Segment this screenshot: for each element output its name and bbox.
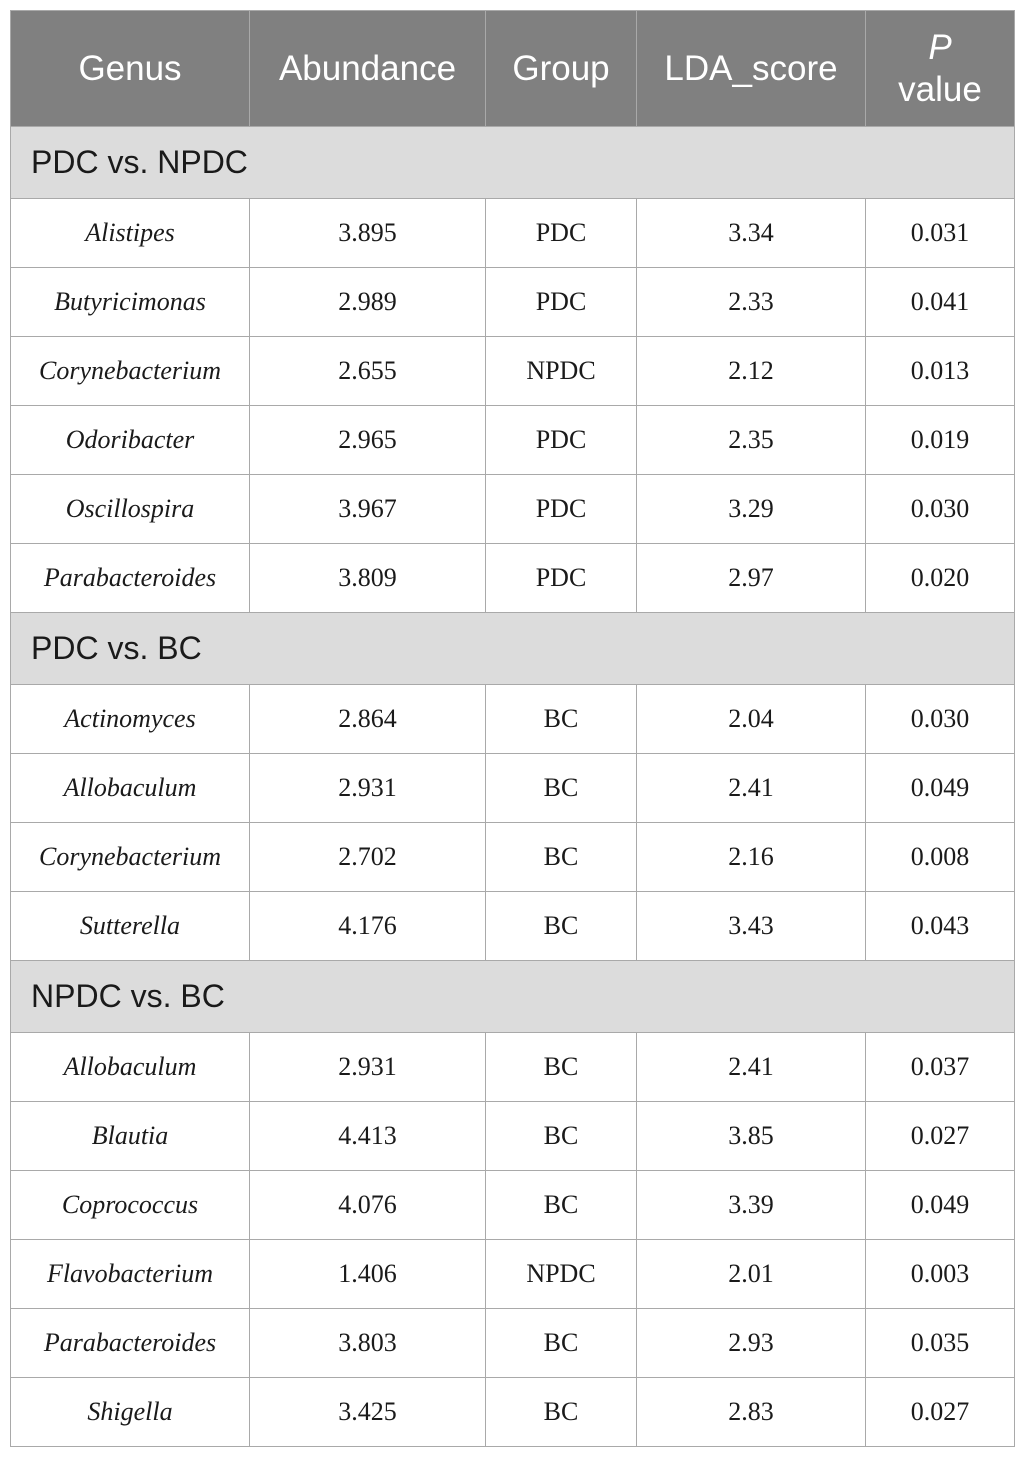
lda-score-cell: 3.29 [637,475,866,544]
table-row [11,406,1015,475]
lda-score-cell: 2.33 [637,268,866,337]
p-value-cell: 0.030 [866,685,1015,754]
genus-cell: Coprococcus [11,1171,250,1240]
lda-score-cell: 2.93 [637,1309,866,1378]
genus-cell: Parabacteroides [11,1309,250,1378]
group-cell: BC [486,1378,637,1447]
group-cell: PDC [486,268,637,337]
abundance-cell: 2.655 [250,337,486,406]
table-header [11,11,1015,127]
genus-cell: Butyricimonas [11,268,250,337]
lda-score-cell: 2.41 [637,754,866,823]
table-body [11,127,1015,1447]
p-value-cell: 0.043 [866,892,1015,961]
group-cell: NPDC [486,1240,637,1309]
p-value-cell: 0.003 [866,1240,1015,1309]
genus-cell: Shigella [11,1378,250,1447]
lda-results-table [10,10,1015,1447]
abundance-cell: 3.425 [250,1378,486,1447]
group-cell: BC [486,1033,637,1102]
abundance-cell: 4.413 [250,1102,486,1171]
p-value-cell: 0.049 [866,754,1015,823]
table-row [11,475,1015,544]
lda-score-cell: 2.04 [637,685,866,754]
genus-cell: Sutterella [11,892,250,961]
header-row [11,11,1015,127]
header-p-symbol: P [928,27,952,67]
header-abundance: Abundance [250,11,486,127]
table-row [11,754,1015,823]
section-title: PDC vs. BC [11,613,1015,685]
genus-cell: Corynebacterium [11,823,250,892]
abundance-cell: 2.864 [250,685,486,754]
table-row [11,685,1015,754]
section-row [11,961,1015,1033]
lda-score-cell: 3.34 [637,199,866,268]
table-row [11,1309,1015,1378]
genus-cell: Odoribacter [11,406,250,475]
header-lda-score: LDA_score [637,11,866,127]
section-row [11,613,1015,685]
p-value-cell: 0.020 [866,544,1015,613]
abundance-cell: 4.076 [250,1171,486,1240]
genus-cell: Parabacteroides [11,544,250,613]
group-cell: BC [486,892,637,961]
table-row [11,544,1015,613]
table-row [11,1033,1015,1102]
lda-score-cell: 2.41 [637,1033,866,1102]
abundance-cell: 2.931 [250,754,486,823]
group-cell: PDC [486,475,637,544]
genus-cell: Allobaculum [11,1033,250,1102]
genus-cell: Allobaculum [11,754,250,823]
p-value-cell: 0.027 [866,1378,1015,1447]
p-value-cell: 0.035 [866,1309,1015,1378]
abundance-cell: 2.965 [250,406,486,475]
abundance-cell: 1.406 [250,1240,486,1309]
genus-cell: Corynebacterium [11,337,250,406]
lda-score-cell: 2.01 [637,1240,866,1309]
lda-score-cell: 3.43 [637,892,866,961]
table-row [11,199,1015,268]
abundance-cell: 3.895 [250,199,486,268]
genus-cell: Alistipes [11,199,250,268]
group-cell: PDC [486,544,637,613]
abundance-cell: 2.931 [250,1033,486,1102]
table-row [11,1240,1015,1309]
lda-score-cell: 2.97 [637,544,866,613]
p-value-cell: 0.019 [866,406,1015,475]
group-cell: BC [486,1309,637,1378]
lda-score-cell: 2.12 [637,337,866,406]
genus-cell: Flavobacterium [11,1240,250,1309]
header-p-word: value [898,69,982,109]
p-value-cell: 0.008 [866,823,1015,892]
abundance-cell: 3.809 [250,544,486,613]
group-cell: BC [486,685,637,754]
lda-score-cell: 2.16 [637,823,866,892]
header-genus: Genus [11,11,250,127]
section-title: NPDC vs. BC [11,961,1015,1033]
table-row [11,1171,1015,1240]
p-value-cell: 0.041 [866,268,1015,337]
table-row [11,1102,1015,1171]
lda-score-cell: 2.35 [637,406,866,475]
table-row [11,337,1015,406]
abundance-cell: 4.176 [250,892,486,961]
p-value-cell: 0.037 [866,1033,1015,1102]
group-cell: PDC [486,406,637,475]
abundance-cell: 3.967 [250,475,486,544]
lda-score-cell: 3.85 [637,1102,866,1171]
p-value-cell: 0.049 [866,1171,1015,1240]
genus-cell: Actinomyces [11,685,250,754]
lda-score-cell: 3.39 [637,1171,866,1240]
table-row [11,892,1015,961]
abundance-cell: 2.702 [250,823,486,892]
abundance-cell: 2.989 [250,268,486,337]
p-value-cell: 0.027 [866,1102,1015,1171]
table-row [11,268,1015,337]
group-cell: NPDC [486,337,637,406]
group-cell: BC [486,1171,637,1240]
group-cell: PDC [486,199,637,268]
section-row [11,127,1015,199]
lda-score-cell: 2.83 [637,1378,866,1447]
section-title: PDC vs. NPDC [11,127,1015,199]
table-row [11,823,1015,892]
genus-cell: Oscillospira [11,475,250,544]
group-cell: BC [486,1102,637,1171]
table-row [11,1378,1015,1447]
header-p-value [866,11,1015,127]
p-value-cell: 0.013 [866,337,1015,406]
abundance-cell: 3.803 [250,1309,486,1378]
p-value-cell: 0.030 [866,475,1015,544]
group-cell: BC [486,823,637,892]
genus-cell: Blautia [11,1102,250,1171]
group-cell: BC [486,754,637,823]
header-group: Group [486,11,637,127]
p-value-cell: 0.031 [866,199,1015,268]
